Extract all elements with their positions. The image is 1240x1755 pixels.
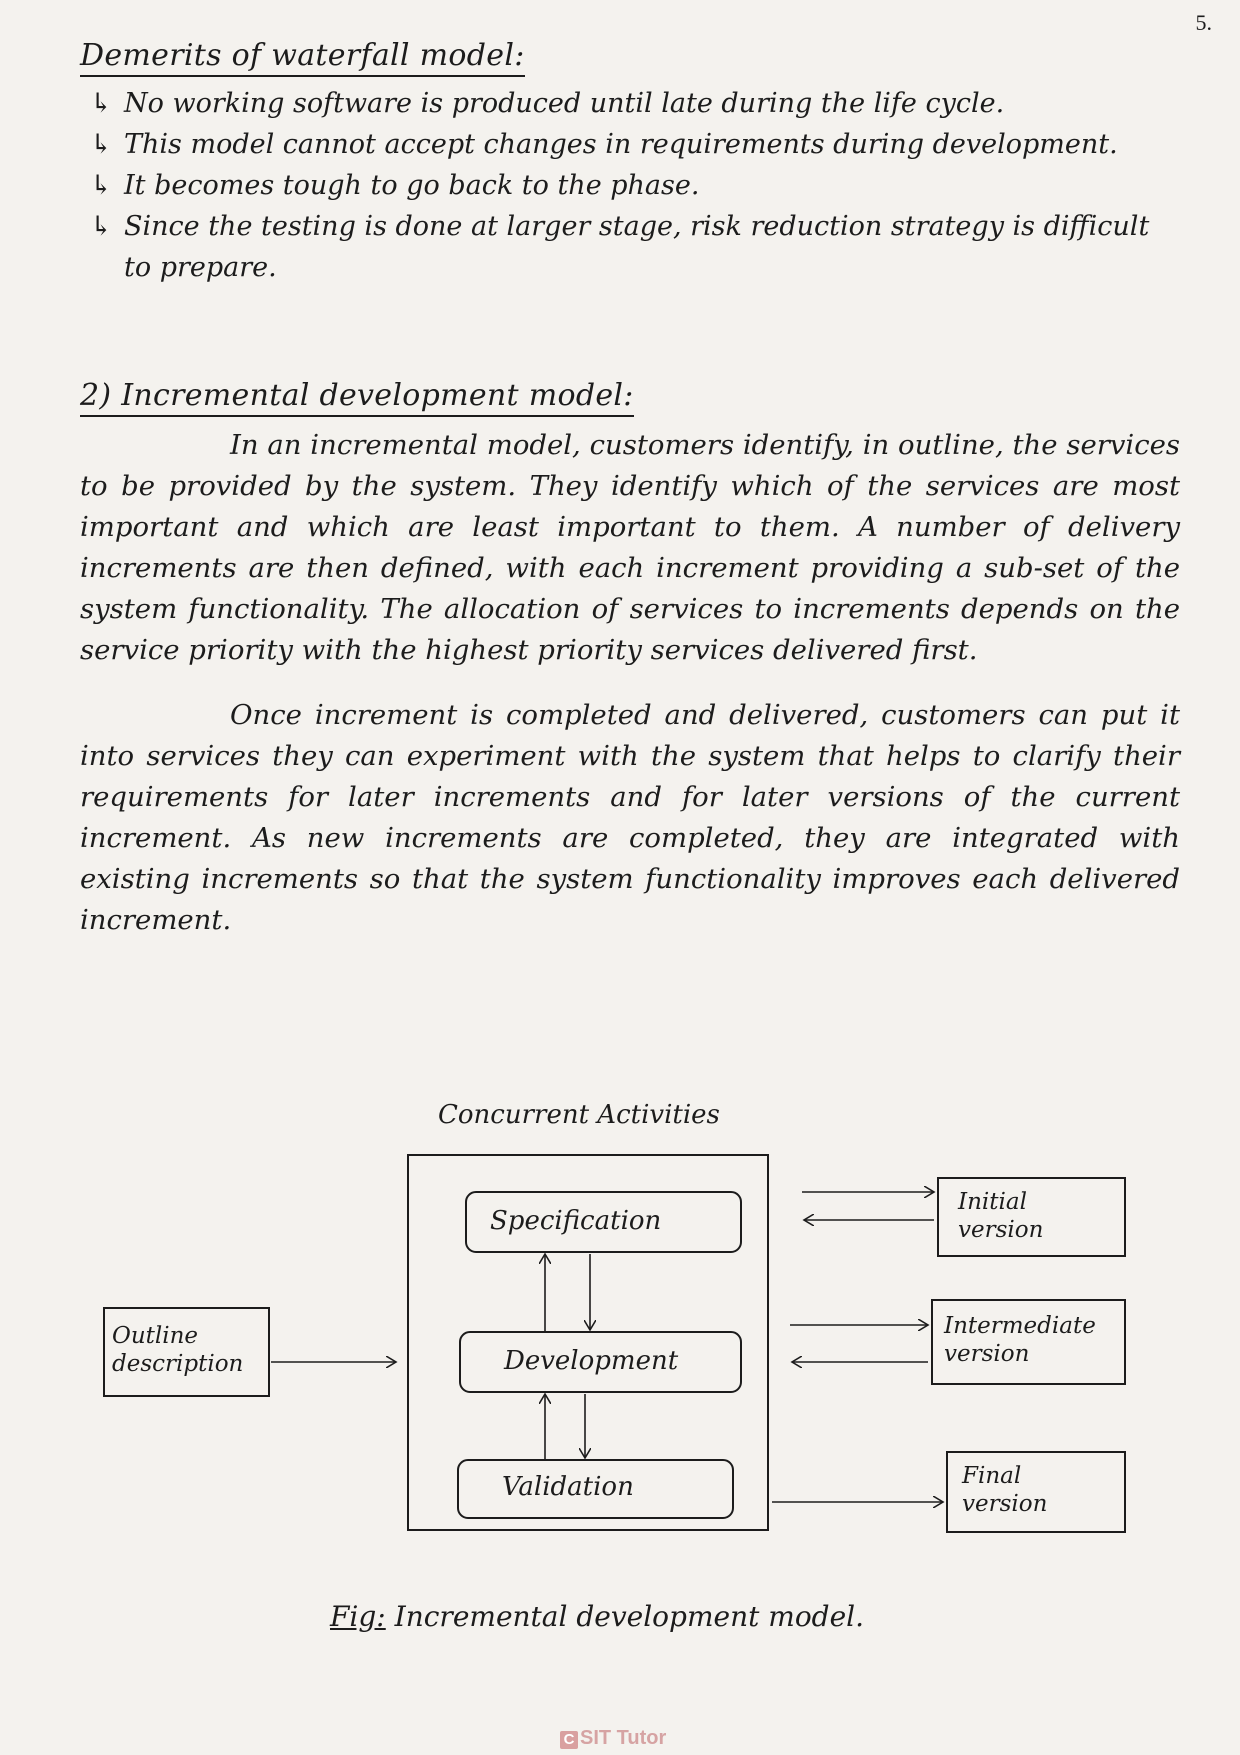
watermark [560, 1727, 666, 1750]
output-final-version: Final version [962, 1463, 1048, 1517]
demerits-list [90, 83, 1180, 288]
arrow-bullet-icon: ↳ [90, 129, 113, 160]
output-intermediate-version: Intermediate version [944, 1313, 1096, 1367]
demerits-heading: Demerits of waterfall model: [80, 38, 525, 77]
incremental-section [80, 378, 1180, 941]
list-item: ↳ It becomes tough to go back to the phase. [90, 165, 1180, 206]
page-number: 5. [1195, 10, 1212, 35]
list-item: ↳ No working software is produced until late during the life cycle. [90, 83, 1180, 124]
caption-fig-label: Fig: [330, 1600, 386, 1633]
incremental-paragraph-2: Once increment is completed and delivered, customers can put it into services they can experiment with the system that helps to clarify their requirements for later increments and for later versions of the current increment. As new increments are completed, they are integrated with existing increments so that the system functionality improves each delivered increment. [80, 699, 1180, 936]
activity-specification: Specification [490, 1206, 662, 1236]
incremental-paragraph-1: In an incremental model, customers identify, in outline, the services to be provided by the system. They identify which of the services are most important and which are least important to them. A number of delivery increments are then defined, with each increment providing a sub-set of the system functionality. The allocation of services to increments depends on the service priority with the highest priority services delivered first. [80, 429, 1180, 666]
watermark-text: SIT Tutor [580, 1727, 667, 1749]
activity-development: Development [504, 1346, 679, 1376]
list-item: ↳ Since the testing is done at larger stage, risk reduction strategy is difficult to prepare. [90, 206, 1180, 288]
incremental-model-diagram [0, 1100, 1240, 1540]
arrow-bullet-icon: ↳ [90, 211, 113, 242]
arrow-bullet-icon: ↳ [90, 170, 113, 201]
caption-text: Incremental development model. [394, 1600, 865, 1633]
output-initial-version: Initial version [958, 1189, 1044, 1243]
watermark-logo-icon: C [560, 1731, 578, 1749]
arrow-bullet-icon: ↳ [90, 88, 113, 119]
demerits-section [80, 38, 1180, 288]
input-outline-description: Outline description [112, 1323, 244, 1377]
diagram-title: Concurrent Activities [438, 1100, 720, 1130]
activity-validation: Validation [502, 1472, 634, 1502]
figure-caption [330, 1600, 864, 1633]
list-item: ↳ This model cannot accept changes in requirements during development. [90, 124, 1180, 165]
incremental-heading: 2) Incremental development model: [80, 378, 634, 417]
